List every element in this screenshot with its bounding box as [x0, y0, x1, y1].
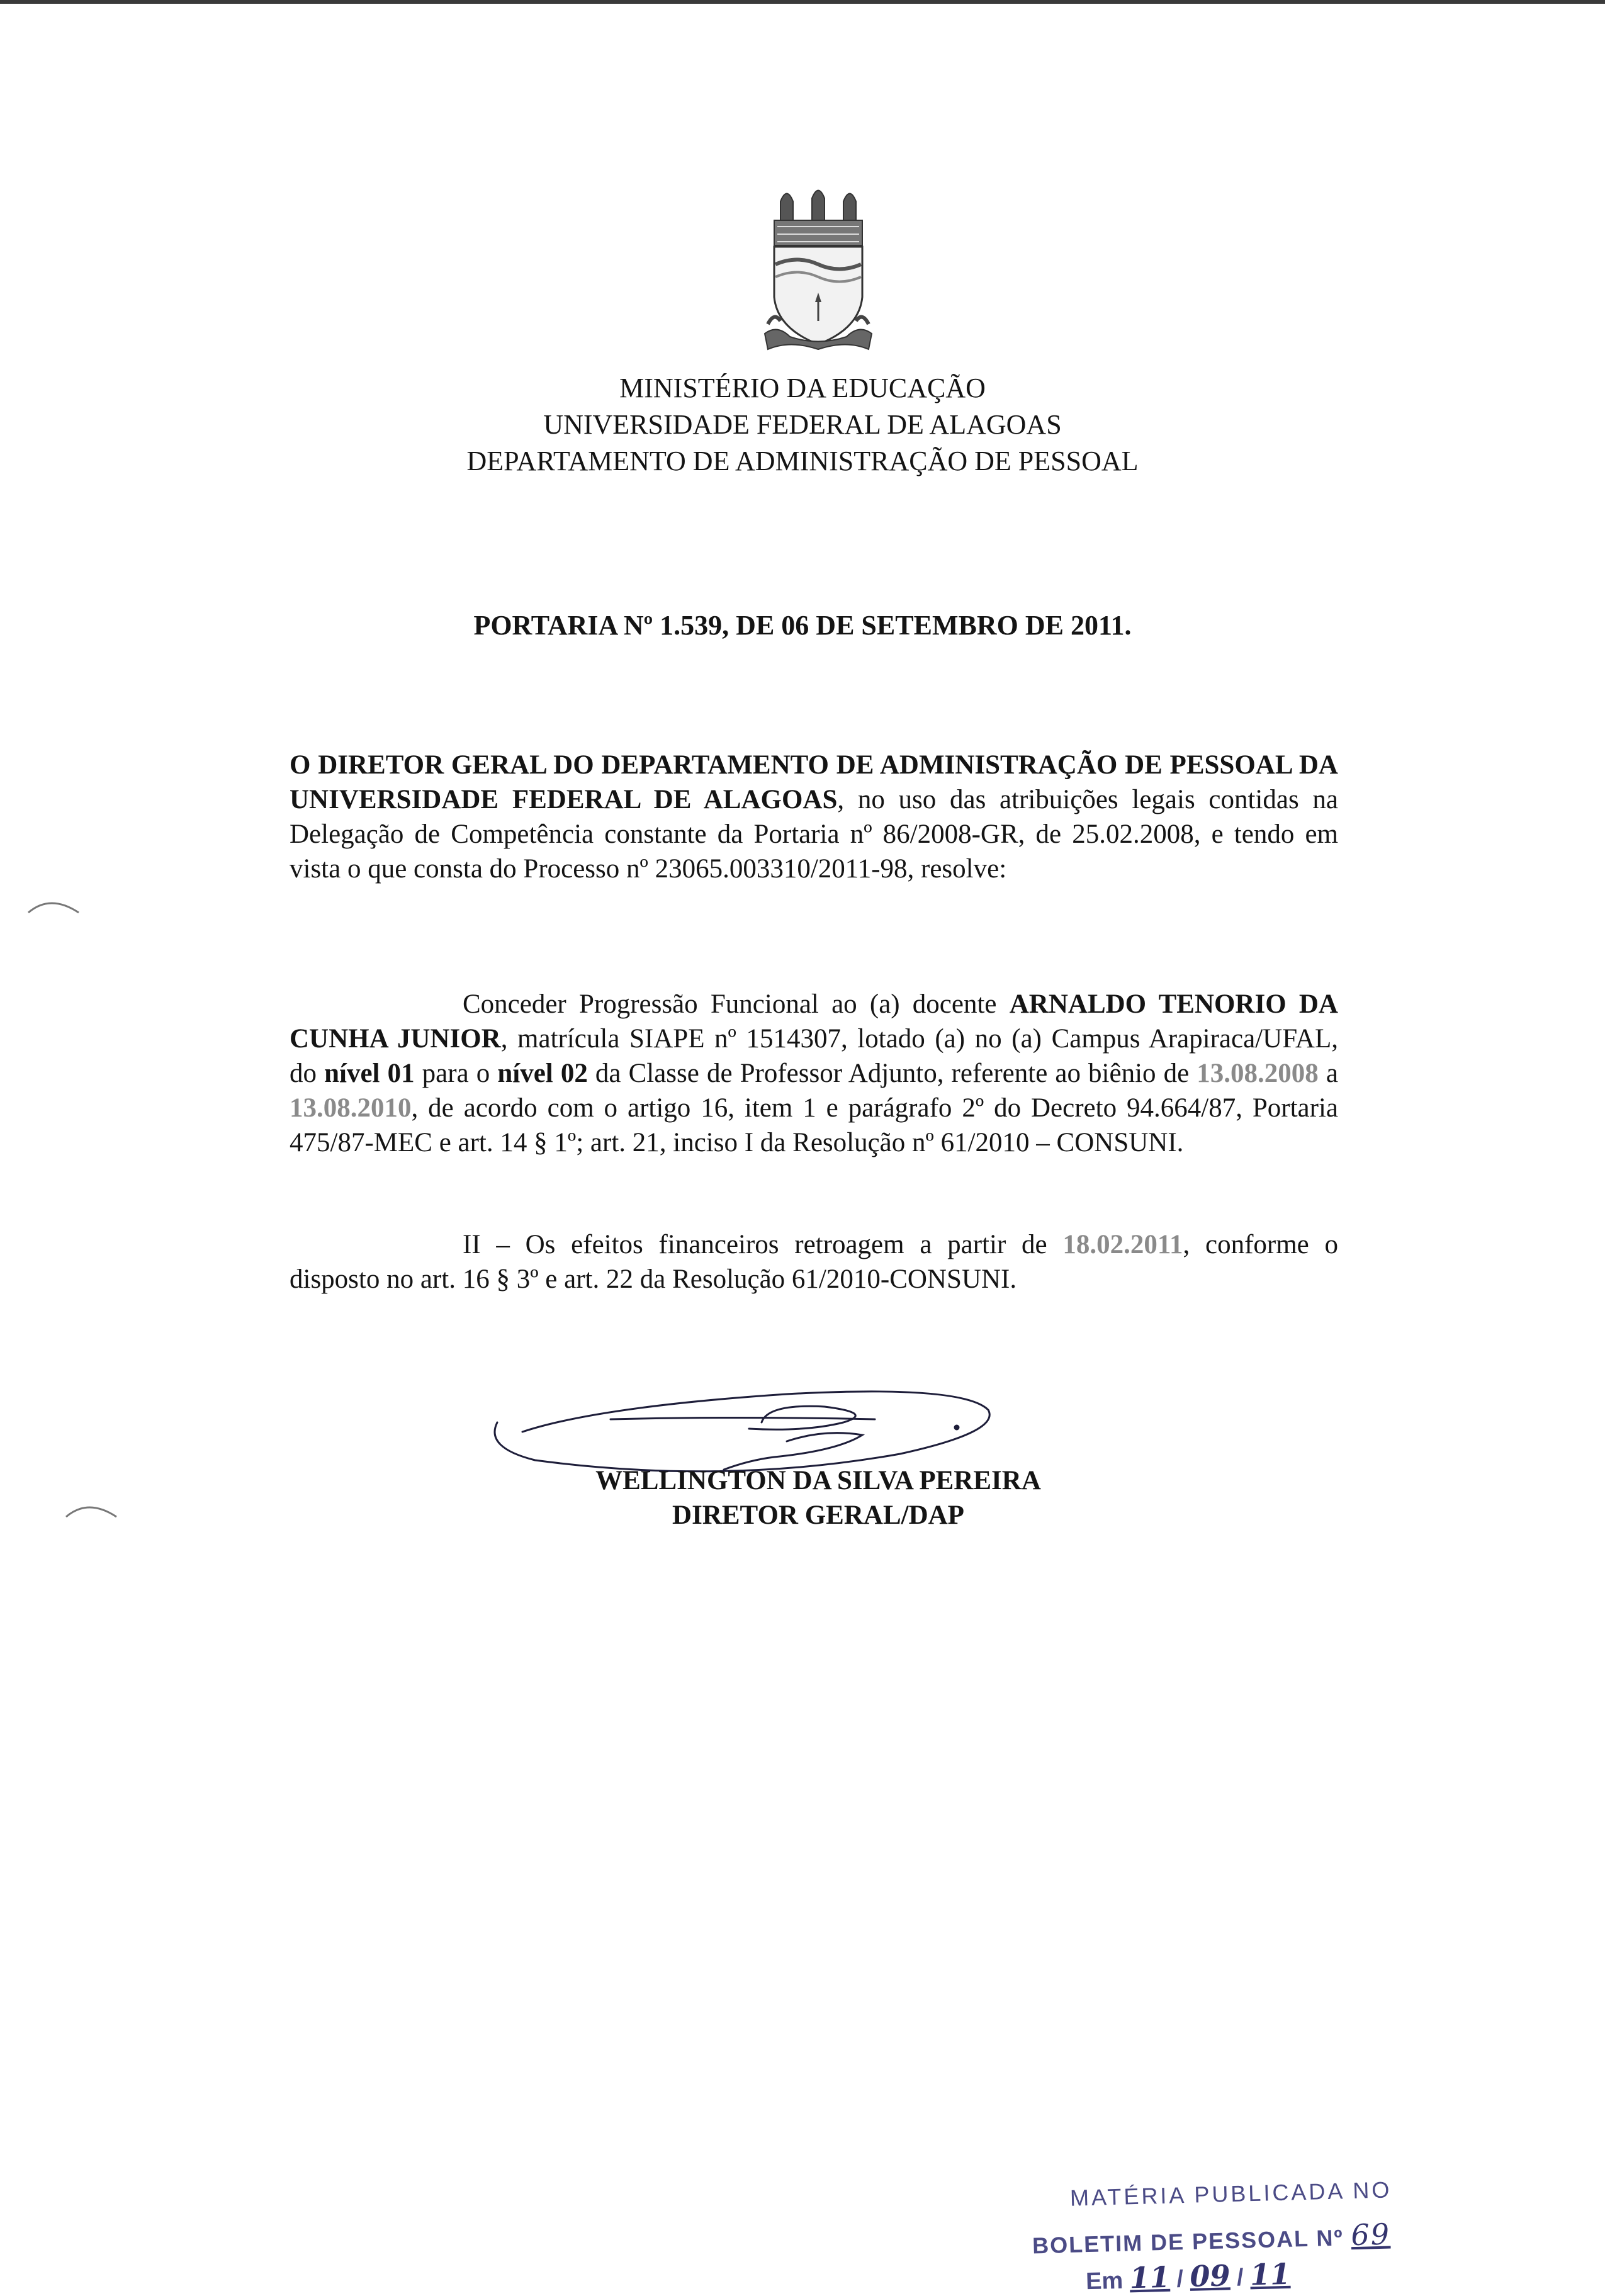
article-2-text-2: , conforme o disposto no art. 16 § 3º e art. 22 da Resolução 61/2010-CONSUNI.: [290, 1230, 1338, 1294]
stamp-date-label: Em: [1085, 2267, 1124, 2295]
article-1-text-6: , de acordo com o artigo 16, item 1 e parágrafo 2º do Decreto 94.664/87, Portaria 475/87-MEC e art. 14 § 1º; art. 21, inciso I da Resolução nº 61/2010 – CONSUNI.: [290, 1093, 1338, 1157]
stamp-bulletin-number: 69: [1350, 2217, 1391, 2253]
department-name: DEPARTAMENTO DE ADMINISTRAÇÃO DE PESSOAL: [466, 446, 1139, 476]
signatory-block: [566, 1463, 1070, 1533]
stamp-month: 09: [1189, 2258, 1231, 2293]
portaria-title: PORTARIA Nº 1.539, DE 06 DE SETEMBRO DE 2011.: [473, 610, 1132, 641]
stamp-line-1: MATÉRIA PUBLICADA NO: [1069, 2176, 1392, 2211]
stamp-day: 11: [1129, 2259, 1171, 2295]
biennium-start-date: 13.08.2008: [1197, 1059, 1319, 1088]
university-seal-icon: [762, 176, 875, 365]
stamp-year: 11: [1249, 2256, 1291, 2292]
preamble-paragraph: [290, 748, 1338, 886]
article-1-text-1: Conceder Progressão Funcional ao (a) docente: [463, 989, 1010, 1019]
ministry-name: MINISTÉRIO DA EDUCAÇÃO: [619, 373, 986, 403]
article-1-text-4: da Classe de Professor Adjunto, referente ao biênio de: [587, 1059, 1197, 1088]
scan-top-edge: [0, 0, 1605, 4]
signatory-role: DIRETOR GERAL/DAP: [672, 1500, 964, 1530]
article-2-paragraph: [290, 1227, 1338, 1297]
article-1-text-2: , matrícula SIAPE nº 1514307, lotado (a) no (a) Campus Arapiraca/UFAL, do: [290, 1024, 1338, 1088]
docente-name: ARNALDO TENORIO DA CUNHA JUNIOR: [290, 989, 1338, 1054]
article-1-text-5: a: [1318, 1059, 1338, 1088]
stamp-bulletin-label: BOLETIM DE PESSOAL Nº: [1032, 2224, 1344, 2259]
stamp-line-2: [1032, 2217, 1390, 2261]
punch-hole-mark-icon: [25, 894, 82, 919]
stamp-line-3: Em 11 / 09 / 11: [1085, 2256, 1291, 2295]
article-2-text-1: II – Os efeitos financeiros retroagem a partir de: [463, 1230, 1063, 1259]
punch-hole-mark-icon: [63, 1498, 120, 1523]
financial-effects-date: 18.02.2011: [1062, 1230, 1183, 1259]
level-to: nível 02: [497, 1059, 588, 1088]
article-1-paragraph: [290, 987, 1338, 1160]
signatory-name: WELLINGTON DA SILVA PEREIRA: [595, 1466, 1041, 1495]
preamble-authority: O DIRETOR GERAL DO DEPARTAMENTO DE ADMINISTRAÇÃO DE PESSOAL DA UNIVERSIDADE FEDERAL DE ALAGOAS: [290, 750, 1338, 814]
article-1-text-3: para o: [414, 1059, 498, 1088]
university-name: UNIVERSIDADE FEDERAL DE ALAGOAS: [543, 409, 1062, 440]
biennium-end-date: 13.08.2010: [290, 1093, 412, 1123]
preamble-text: , no uso das atribuições legais contidas na Delegação de Competência constante da Portaria nº 86/2008-GR, de 25.02.2008, e tendo em vista o que consta do Processo nº 23065.003310/2011-98, resolve:: [290, 785, 1338, 884]
level-from: nível 01: [324, 1059, 415, 1088]
letterhead: [0, 370, 1605, 480]
